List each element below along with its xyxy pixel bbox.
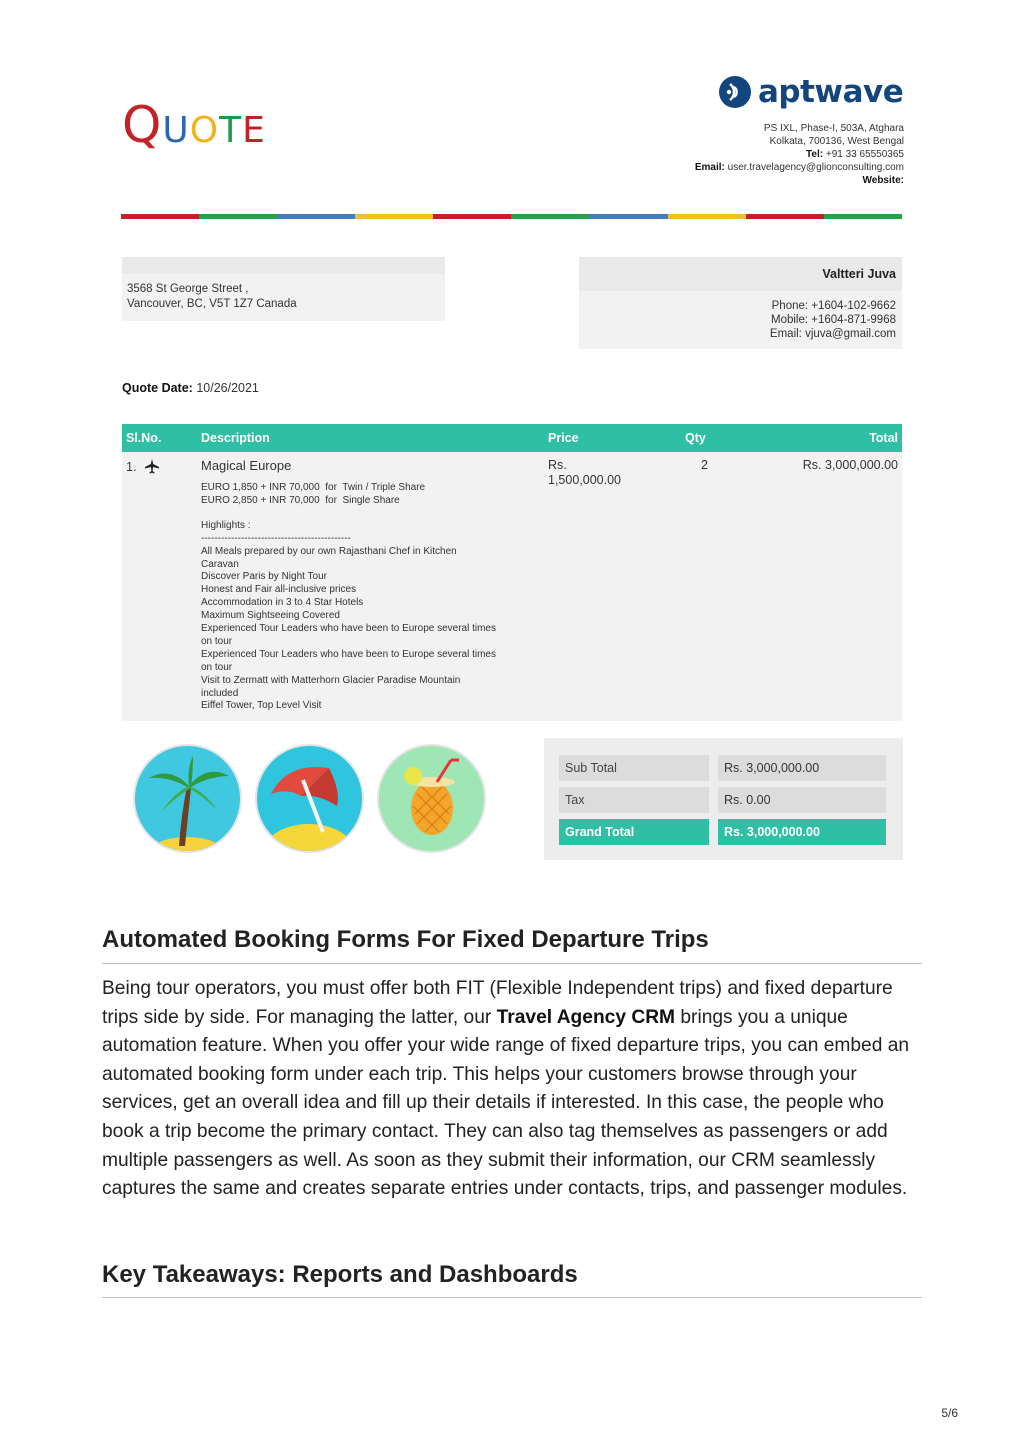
section-heading-booking-forms: Automated Booking Forms For Fixed Departure Trips xyxy=(102,926,709,953)
subtotal-label: Sub Total xyxy=(559,755,709,781)
body-paragraph xyxy=(102,975,924,1204)
color-bar-segment xyxy=(433,214,511,219)
page-number: 5/6 xyxy=(941,1406,958,1420)
color-bar-segment xyxy=(199,214,277,219)
email-value: user.travelagency@glionconsulting.com xyxy=(727,162,904,173)
company-addr-line1: PS IXL, Phase-I, 503A, Atghara xyxy=(763,123,904,134)
header-description: Description xyxy=(201,431,270,445)
row-price-currency: Rs. xyxy=(548,458,567,472)
detail-line: Experienced Tour Leaders who have been to Europe several times xyxy=(201,623,496,634)
color-bar-segment xyxy=(668,214,746,219)
quote-title-letter: U xyxy=(162,110,190,151)
quote-date xyxy=(122,381,259,395)
travel-agency-crm-text: Travel Agency CRM xyxy=(496,1006,676,1028)
airplane-icon xyxy=(144,458,160,474)
header-slno: Sl.No. xyxy=(126,431,162,445)
paragraph-text-start: Being tour operators, you must offer both FIT (Flexible Independent trips) and fixed departure trips side by side. For managing the latter, our xyxy=(102,978,893,1028)
quote-title-first-letter: Q xyxy=(122,96,163,154)
color-bar-segment xyxy=(824,214,902,219)
detail-line: Visit to Zermatt with Matterhorn Glacier Paradise Mountain xyxy=(201,674,461,686)
detail-line: Eiffel Tower, Top Level Visit xyxy=(201,700,322,712)
customer-email: Email: vjuva@gmail.com xyxy=(769,328,896,340)
detail-line: Highlights : xyxy=(201,519,251,531)
company-logo-text: aptwave xyxy=(758,74,904,110)
row-price-amount: 1,500,000.00 xyxy=(548,473,621,487)
beach-umbrella-icon xyxy=(255,744,364,853)
company-tel xyxy=(695,148,904,161)
section-heading-key-takeaways: Key Takeaways: Reports and Dashboards xyxy=(102,1261,578,1288)
detail-line: Caravan xyxy=(201,558,239,570)
company-addr-line2: Kolkata, 700136, West Bengal xyxy=(769,136,904,147)
detail-line: on tour xyxy=(201,661,233,673)
row-slno: 1. xyxy=(126,460,137,474)
row-total: Rs. 3,000,000.00 xyxy=(802,458,898,472)
color-divider-bar xyxy=(121,214,902,219)
items-table-header xyxy=(122,424,902,452)
row-item-name: Magical Europe xyxy=(201,458,292,473)
customer-box xyxy=(579,257,902,349)
detail-line: on tour xyxy=(201,635,233,647)
aptwave-logo-icon xyxy=(718,75,752,109)
row-price xyxy=(548,458,621,488)
row-qty: 2 xyxy=(701,458,708,472)
detail-line: Discover Paris by Night Tour xyxy=(201,571,327,583)
company-email xyxy=(695,161,904,174)
items-table xyxy=(122,424,902,721)
color-bar-segment xyxy=(511,214,589,219)
tax-value: Rs. 0.00 xyxy=(718,787,886,813)
totals-panel xyxy=(544,738,903,860)
detail-line: EURO 2,850 + INR 70,000 for Single Share xyxy=(201,494,400,506)
heading-divider xyxy=(102,963,922,964)
paragraph-text-end: brings you a unique automation feature. When you offer your wide range of fixed departure trips, you can embed an automated booking form under each trip. This helps your customers browse through your services, get an overall idea and fill up their details if interested. In this case, the people who book a trip become the primary contact. They can also tag themselves as passengers or add multiple passengers as well. As soon as they submit their information, our CRM seamlessly captures the same and creates separate entries under contacts, trips, and passenger modules. xyxy=(102,1006,910,1200)
subtotal-value: Rs. 3,000,000.00 xyxy=(718,755,886,781)
customer-mobile: Mobile: +1604-871-9968 xyxy=(771,314,896,326)
header-total: Total xyxy=(869,431,898,445)
detail-line: included xyxy=(201,687,239,699)
quote-title-letter: T xyxy=(219,110,243,151)
header-qty: Qty xyxy=(685,431,706,445)
detail-line: All Meals prepared by our own Rajasthani Chef in Kitchen xyxy=(201,545,457,557)
address-line1: 3568 St George Street , xyxy=(127,283,249,295)
grand-total-value: Rs. 3,000,000.00 xyxy=(718,819,886,845)
header-price: Price xyxy=(548,431,579,445)
palm-tree-icon xyxy=(133,744,242,853)
customer-phone: Phone: +1604-102-9662 xyxy=(771,300,896,312)
tel-value: +91 33 65550365 xyxy=(825,149,904,160)
quote-title-letter: E xyxy=(242,110,266,151)
address-header-band xyxy=(122,257,445,274)
detail-line: Maximum Sightseeing Covered xyxy=(201,610,340,622)
quote-title-letter: O xyxy=(189,110,220,151)
billing-address-box xyxy=(122,257,445,321)
website-label: Website: xyxy=(862,175,904,186)
color-bar-segment xyxy=(746,214,824,219)
tax-label: Tax xyxy=(559,787,709,813)
detail-line: Honest and Fair all-inclusive prices xyxy=(201,584,357,596)
detail-line: Experienced Tour Leaders who have been to Europe several times xyxy=(201,648,496,660)
detail-line: Accommodation in 3 to 4 Star Hotels xyxy=(201,597,364,609)
color-bar-segment xyxy=(355,214,433,219)
heading-divider xyxy=(102,1297,922,1298)
quote-title xyxy=(122,96,266,154)
customer-name: Valtteri Juva xyxy=(579,257,902,291)
company-address xyxy=(695,122,904,187)
quote-title-rest xyxy=(162,110,265,151)
address-text xyxy=(122,274,445,312)
customer-contact xyxy=(579,291,902,341)
color-bar-segment xyxy=(277,214,355,219)
address-line2: Vancouver, BC, V5T 1Z7 Canada xyxy=(127,298,297,310)
company-website xyxy=(695,174,904,187)
quote-date-label: Quote Date: xyxy=(122,381,193,395)
email-label: Email: xyxy=(694,162,725,173)
detail-line: --------------------------------------------- xyxy=(201,532,351,544)
grand-total-label: Grand Total xyxy=(559,819,709,845)
pineapple-drink-icon xyxy=(377,744,486,853)
detail-line: EURO 1,850 + INR 70,000 for Twin / Triple Share xyxy=(201,482,426,493)
color-bar-segment xyxy=(590,214,668,219)
color-bar-segment xyxy=(121,214,199,219)
quote-date-value: 10/26/2021 xyxy=(196,381,259,395)
tel-label: Tel: xyxy=(806,149,824,160)
